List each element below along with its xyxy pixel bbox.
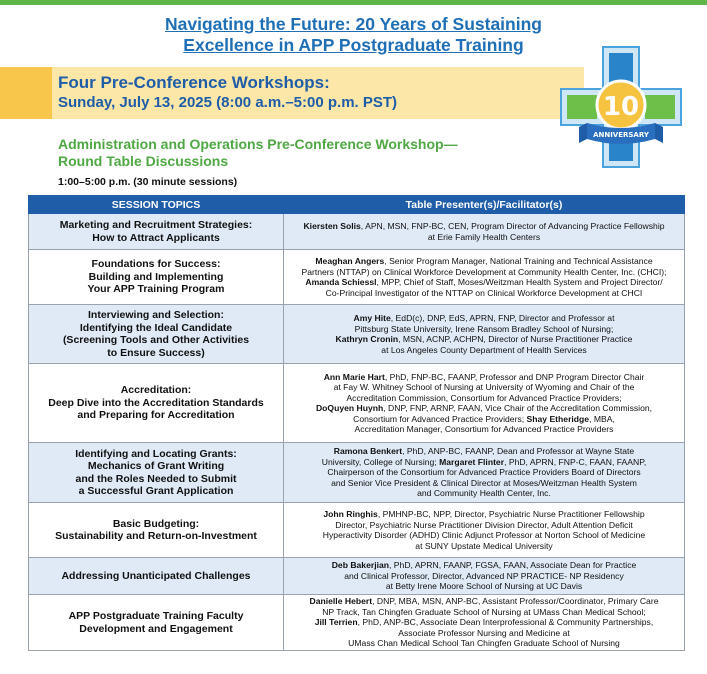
presenter-line (288, 288, 680, 299)
session-presenters (284, 595, 685, 651)
presenter-name: DoQuyen Huynh (315, 403, 384, 413)
page-title-line-1: Navigating the Future: 20 Years of Sustaining (165, 14, 542, 34)
session-topic-line: Development and Engagement (79, 622, 233, 635)
badge-ribbon-text: ANNIVERSARY (593, 131, 649, 139)
session-presenters (284, 364, 685, 443)
presenter-line (288, 478, 680, 489)
presenter-credentials: Hyperactivity Disorder (ADHD) Clinic Adjunct Professor at Norton School of Medicine (322, 530, 646, 540)
presenter-credentials: Director, Psychiatric Nurse Practitioner Division Director, Adult Attention Deficit (335, 519, 633, 530)
page-title-line-2: Excellence in APP Postgraduate Training (183, 35, 524, 55)
presenter-line (288, 221, 680, 232)
session-topic-line: Accreditation: (120, 384, 192, 397)
table-row (29, 364, 685, 443)
session-topic (29, 250, 284, 305)
session-topic-line: Sustainability and Return-on-Investment (55, 530, 257, 542)
presenter-name: Kathryn Cronin (335, 334, 399, 344)
presenter-line (288, 509, 680, 520)
presenter-credentials: , PhD, ANP-BC, FAANP, Dean and Professor at Wayne State (402, 446, 635, 457)
presenter-name: Danielle Hebert (309, 596, 373, 607)
presenter-line (288, 277, 680, 288)
header-session-topics: SESSION TOPICS (29, 196, 284, 214)
presenter-name: Jill Terrien (314, 617, 358, 628)
presenter-credentials: Consortium for Advanced Practice Providers; (353, 413, 527, 424)
presenter-credentials: UMass Chan Medical School Tan Chingfen Graduate School of Nursing (348, 638, 620, 649)
table-row (29, 595, 685, 651)
session-topic-line: Mechanics of Grant Writing (87, 460, 225, 472)
presenter-line (288, 581, 680, 592)
presenter-credentials: , PhD, FNP-BC, FAANP, Professor and DNP Program Director Chair (384, 371, 645, 382)
presenter-line (288, 520, 680, 531)
presenter-line (288, 571, 680, 582)
session-topic-line: How to Attract Applicants (92, 231, 220, 244)
workshops-banner (0, 67, 584, 119)
table-row (29, 558, 685, 595)
workshop-title (58, 136, 538, 170)
presenter-line (288, 393, 680, 404)
sessions-table (28, 195, 685, 651)
session-presenters (284, 558, 685, 595)
cross-anniversary-badge-icon (557, 43, 685, 171)
presenter-name: Ramona Benkert (333, 446, 403, 457)
presenter-line (288, 345, 680, 356)
session-presenters (284, 305, 685, 364)
workshop-title-line-2: Round Table Discussions (58, 153, 229, 169)
presenter-credentials: at Erie Family Health Centers (427, 231, 541, 242)
presenter-line (288, 488, 680, 499)
session-topic-line: and the Roles Needed to Submit (75, 472, 237, 485)
presenter-line (288, 403, 680, 414)
session-topic-line: and Preparing for Accreditation (77, 409, 235, 422)
session-topic (29, 558, 284, 595)
presenter-credentials: at Betty Irene Moore School of Nursing at UC Davis (385, 581, 583, 592)
presenter-line (288, 334, 680, 345)
presenter-credentials: at Los Angeles County Department of Health Services (381, 344, 587, 355)
table-row (29, 443, 685, 503)
presenter-line (288, 414, 680, 425)
presenter-credentials: Partners (NTTAP) on Clinical Workforce Development at Community Health Center, Inc. (CHCI); (301, 266, 667, 277)
session-topic-line: Interviewing and Selection: (88, 309, 224, 321)
session-topic-line: Basic Budgeting: (112, 517, 200, 530)
session-topic-line: to Ensure Success) (107, 346, 205, 359)
presenter-credentials: , MBA, (589, 413, 615, 424)
table-row (29, 503, 685, 558)
session-topic-line: Addressing Unanticipated Challenges (61, 569, 251, 582)
session-topic-line: Deep Dive into the Accreditation Standards (48, 396, 264, 409)
banner-accent (0, 67, 52, 119)
presenter-line (288, 446, 680, 457)
table-row (29, 214, 685, 250)
session-presenters (284, 250, 685, 305)
presenter-line (288, 424, 680, 435)
presenter-line (288, 628, 680, 639)
presenter-credentials: Associate Professor Nursing and Medicine at (398, 627, 570, 638)
presenter-line (288, 457, 680, 468)
top-green-bar (0, 0, 707, 5)
presenter-credentials: , PhD, ANP-BC, Associate Dean Interprofessional & Community Partnerships, (357, 617, 654, 628)
presenter-line (288, 530, 680, 541)
presenter-line (288, 382, 680, 393)
presenter-line (288, 638, 680, 649)
banner-date: Sunday, July 13, 2025 (8:00 a.m.–5:00 p.m. PST) (58, 94, 398, 111)
presenter-credentials: , PhD, APRN, FNP-C, FAAN, FAANP, (504, 456, 647, 467)
presenter-line (288, 232, 680, 243)
presenter-credentials: , APN, MSN, FNP-BC, CEN, Program Director of Advancing Practice Fellowship (360, 221, 665, 231)
presenter-credentials: and Clinical Professor, Director, Advanced NP PRACTICE- NP Residency (344, 570, 624, 581)
presenter-name: Shay Etheridge (526, 413, 590, 424)
session-topic (29, 443, 284, 503)
presenter-credentials: , PMHNP-BC, NPP, Director, Psychiatric Nurse Practitioner Fellowship (377, 509, 645, 519)
presenter-line (288, 541, 680, 552)
session-topic (29, 503, 284, 558)
workshop-title-line-1: Administration and Operations Pre-Conference Workshop— (58, 136, 458, 152)
session-topic-line: Identifying the Ideal Candidate (79, 321, 233, 334)
session-presenters (284, 443, 685, 503)
presenter-line (288, 607, 680, 618)
presenter-line (288, 617, 680, 628)
session-presenters (284, 503, 685, 558)
presenter-credentials: , MSN, ACNP, ACHPN, Director of Nurse Practitioner Practice (398, 334, 633, 344)
presenter-name: Meaghan Angers (315, 256, 385, 266)
badge-number: 10 (602, 92, 640, 122)
session-topic-line: Foundations for Success: (91, 258, 221, 271)
presenter-credentials: , EdD(c), DNP, EdS, APRN, FNP, Director and Professor at (390, 313, 615, 323)
session-topic-line: APP Postgraduate Training Faculty (68, 610, 244, 622)
presenter-name: Ann Marie Hart (323, 371, 385, 382)
session-topic-line: Identifying and Locating Grants: (75, 447, 237, 460)
presenter-credentials: at SUNY Upstate Medical University (415, 540, 553, 551)
session-topic-line: Building and Implementing (88, 270, 224, 283)
presenter-line (288, 560, 680, 571)
presenter-line (288, 267, 680, 278)
session-topic (29, 364, 284, 443)
session-topic-line: (Screening Tools and Other Activities (62, 334, 250, 346)
presenter-credentials: , DNP, MBA, MSN, ANP-BC, Assistant Professor/Coordinator, Primary Care (372, 596, 659, 607)
presenter-name: Kiersten Solis (303, 221, 361, 231)
table-row (29, 305, 685, 364)
presenter-name: Margaret Flinter (439, 456, 505, 467)
presenter-credentials: NP Track, Tan Chingfen Graduate School of Nursing at UMass Chan Medical School; (322, 606, 646, 617)
presenter-line (288, 313, 680, 324)
presenter-credentials: Accreditation Manager, Consortium for Advanced Practice Providers (354, 424, 614, 434)
session-topic-line: a Successful Grant Application (78, 485, 234, 497)
session-topic (29, 305, 284, 364)
session-topic-line: Marketing and Recruitment Strategies: (59, 219, 253, 231)
banner-heading: Four Pre-Conference Workshops: (58, 73, 330, 92)
presenter-credentials: at Fay W. Whitney School of Nursing at University of Wyoming and Chair of the (333, 382, 635, 392)
session-topic-line: Your APP Training Program (87, 283, 225, 296)
presenter-credentials: , MPP, Chief of Staff, Moses/Weitzman Health System and Project Director/ (376, 277, 663, 287)
presenter-credentials: , PhD, APRN, FAANP, FGSA, FAAN, Associate Dean for Practice (389, 560, 637, 571)
presenter-name: John Ringhis (323, 509, 378, 519)
presenter-credentials: and Senior Vice President & Clinical Director at Moses/Weitzman Health System (331, 477, 637, 488)
workshop-time: 1:00–5:00 p.m. (30 minute sessions) (58, 176, 238, 188)
presenter-name: Deb Bakerjian (331, 560, 390, 571)
presenter-line (288, 372, 680, 383)
presenter-credentials: Co-Principal Investigator of the NTTAP on Clinical Workforce Development at CHCI (325, 287, 643, 298)
session-presenters (284, 214, 685, 250)
presenter-line (288, 467, 680, 478)
presenter-credentials: Accreditation Commission, Consortium for Advanced Practice Providers; (346, 392, 622, 403)
presenter-credentials: Chairperson of the Consortium for Advanced Practice Providers Board of Directors (327, 467, 641, 478)
presenter-line (288, 596, 680, 607)
presenter-credentials: , DNP, FNP, ARNP, FAAN, Vice Chair of the Accreditation Commission, (383, 403, 653, 413)
presenter-name: Amanda Schiessl (305, 277, 377, 287)
presenter-credentials: and Community Health Center, Inc. (417, 488, 551, 499)
presenter-line (288, 324, 680, 335)
presenter-credentials: Pittsburg State University, Irene Ransom Bradley School of Nursing; (354, 323, 614, 334)
table-row (29, 250, 685, 305)
table-header-row (29, 196, 685, 214)
presenter-credentials: , Senior Program Manager, National Training and Technical Assistance (384, 256, 653, 266)
header-presenters: Table Presenter(s)/Facilitator(s) (284, 196, 685, 214)
presenter-credentials: University, College of Nursing; (321, 456, 440, 467)
session-topic (29, 214, 284, 250)
session-topic (29, 595, 284, 651)
banner-text (58, 73, 397, 112)
presenter-line (288, 256, 680, 267)
presenter-name: Amy Hite (353, 313, 391, 323)
